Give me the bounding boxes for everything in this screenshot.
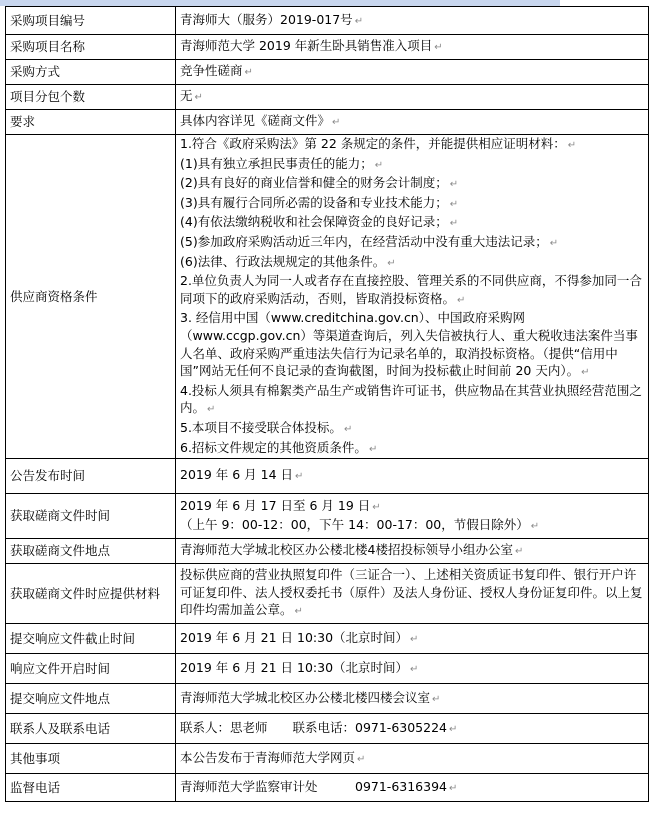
- row-label: 采购项目名称: [6, 35, 176, 60]
- table-row: [6, 564, 649, 624]
- paragraph-mark-icon: ↵: [549, 237, 559, 249]
- value-line: 青海师大（服务）2019-017号: [180, 11, 353, 27]
- value-line: 青海师范大学城北校区办公楼北楼4楼招投标领导小组办公室: [180, 542, 513, 558]
- table-body: [6, 7, 649, 802]
- value-line: 青海师范大学监察审计处 0971-6316394: [180, 778, 447, 794]
- table-row: [6, 539, 649, 564]
- value-line: (6)法律、行政法规规定的其他条件。: [180, 253, 386, 269]
- value-line: 3. 经信用中国（www.creditchina.gov.cn）、中国政府采购网（www.ccgp.gov.cn）等渠道查询后，列入失信被执行人、重大税收违法案件当事人名单、政府采购严重违法失信行为记录名单的，取消投标资格。（提供“信用中国”网站无任何不良记录的查询截图，时间为投标截止时间前 20 天内）。: [180, 310, 638, 379]
- value-line: (2)具有良好的商业信誉和健全的财务会计制度；: [180, 175, 448, 191]
- table-row: [6, 85, 649, 110]
- paragraph-mark-icon: ↵: [530, 521, 540, 533]
- row-value: [176, 85, 649, 110]
- row-label: 获取磋商文件时应提供材料: [6, 564, 176, 624]
- paragraph-mark-icon: ↵: [357, 753, 366, 765]
- row-label: 采购项目编号: [6, 7, 176, 35]
- table-row: [6, 60, 649, 85]
- row-value: [176, 494, 649, 539]
- value-line: 本公告发布于青海师范大学网页: [180, 749, 356, 765]
- value-line: 2.单位负责人为同一人或者存在直接控股、管理关系的不同供应商，不得参加同一合同项下的政府采购活动，否则，皆取消投标资格。: [180, 273, 642, 306]
- row-label: 供应商资格条件: [6, 135, 176, 459]
- paragraph-mark-icon: ↵: [368, 443, 378, 455]
- paragraph-mark-icon: ↵: [332, 117, 341, 129]
- paragraph-mark-icon: ↵: [295, 471, 304, 483]
- value-line: 2019 年 6 月 14 日: [180, 467, 294, 483]
- table-row: [6, 624, 649, 654]
- row-value: [176, 684, 649, 714]
- value-line: 2019 年 6 月 21 日 10:30（北京时间）: [180, 659, 409, 675]
- row-label: 采购方式: [6, 60, 176, 85]
- paragraph-mark-icon: ↵: [294, 606, 303, 618]
- paragraph-mark-icon: ↵: [449, 723, 458, 735]
- row-label: 获取磋商文件时间: [6, 494, 176, 539]
- paragraph-mark-icon: ↵: [449, 782, 458, 794]
- row-value: [176, 110, 649, 135]
- row-value: [176, 654, 649, 684]
- paragraph-mark-icon: ↵: [343, 423, 353, 435]
- value-line: 青海师范大学 2019 年新生卧具销售准入项目: [180, 38, 433, 54]
- value-line: 无: [180, 88, 193, 104]
- value-line: (5)参加政府采购活动近三年内，在经营活动中没有重大违法记录；: [180, 233, 548, 249]
- table-row: [6, 714, 649, 744]
- row-label: 联系人及联系电话: [6, 714, 176, 744]
- value-line: 2019 年 6 月 21 日 10:30（北京时间）: [180, 629, 409, 645]
- paragraph-mark-icon: ↵: [514, 546, 524, 558]
- paragraph-mark-icon: ↵: [244, 67, 253, 79]
- paragraph-mark-icon: ↵: [410, 663, 419, 675]
- table-row: [6, 654, 649, 684]
- paragraph-mark-icon: ↵: [372, 501, 381, 513]
- row-label: 监督电话: [6, 774, 176, 802]
- row-label: 其他事项: [6, 744, 176, 774]
- value-line: 4.投标人须具有棉絮类产品生产或销售许可证书，供应物品在其营业执照经营范围之内。: [180, 382, 642, 416]
- value-line: (4)有依法缴纳税收和社会保障资金的良好记录；: [180, 214, 448, 230]
- paragraph-mark-icon: ↵: [387, 257, 396, 269]
- row-label: 提交响应文件地点: [6, 684, 176, 714]
- table-row: [6, 774, 649, 802]
- table-row: [6, 459, 649, 494]
- table-row: [6, 35, 649, 60]
- paragraph-mark-icon: ↵: [457, 294, 466, 306]
- value-line: 6.招标文件规定的其他资质条件。: [180, 439, 367, 455]
- value-line: (1)具有独立承担民事责任的能力；: [180, 155, 373, 171]
- value-line: 2019 年 6 月 17 日至 6 月 19 日: [180, 497, 371, 513]
- paragraph-mark-icon: ↵: [374, 159, 384, 171]
- row-label: 获取磋商文件地点: [6, 539, 176, 564]
- value-line: 投标供应商的营业执照复印件（三证合一）、上述相关资质证书复印件、银行开户许可证复印件、法人授权委托书（原件）及法人身份证、授权人身份证复印件。以上复印件均需加盖公章。: [180, 567, 643, 618]
- row-value: [176, 60, 649, 85]
- paragraph-mark-icon: ↵: [354, 15, 364, 27]
- table-row: [6, 684, 649, 714]
- row-value: [176, 624, 649, 654]
- paragraph-mark-icon: ↵: [567, 140, 577, 151]
- row-value: [176, 35, 649, 60]
- row-label: 公告发布时间: [6, 459, 176, 494]
- row-label: 提交响应文件截止时间: [6, 624, 176, 654]
- row-value: [176, 714, 649, 744]
- table-row: [6, 110, 649, 135]
- value-line: （上午 9：00-12：00，下午 14：00-17：00，节假日除外）: [180, 517, 529, 533]
- value-line: 竞争性磋商: [180, 63, 243, 79]
- row-value: [176, 459, 649, 494]
- row-value: [176, 539, 649, 564]
- paragraph-mark-icon: ↵: [432, 693, 441, 705]
- row-value: [176, 774, 649, 802]
- row-label: 项目分包个数: [6, 85, 176, 110]
- table-row: [6, 744, 649, 774]
- value-line: 1.符合《政府采购法》第 22 条规定的条件，并能提供相应证明材料：: [180, 136, 566, 151]
- paragraph-mark-icon: ↵: [410, 633, 419, 645]
- table-row: [6, 135, 649, 459]
- paragraph-mark-icon: ↵: [434, 42, 443, 54]
- procurement-announcement-table: [5, 6, 649, 802]
- paragraph-mark-icon: ↵: [194, 92, 203, 104]
- row-value: [176, 564, 649, 624]
- paragraph-mark-icon: ↵: [207, 404, 216, 416]
- row-label: 响应文件开启时间: [6, 654, 176, 684]
- row-value: [176, 135, 649, 459]
- paragraph-mark-icon: ↵: [449, 218, 459, 230]
- value-line: 青海师范大学城北校区办公楼北楼四楼会议室: [180, 689, 431, 705]
- value-line: 具体内容详见《磋商文件》: [180, 113, 331, 129]
- value-line: 5.本项目不接受联合体投标。: [180, 419, 342, 435]
- row-value: [176, 7, 649, 35]
- row-label: 要求: [6, 110, 176, 135]
- row-value: [176, 744, 649, 774]
- value-line: 联系人：思老师 联系电话：0971-6305224: [180, 719, 447, 735]
- value-line: (3)具有履行合同所必需的设备和专业技术能力；: [180, 194, 448, 210]
- paragraph-mark-icon: ↵: [449, 198, 459, 210]
- paragraph-mark-icon: ↵: [581, 367, 590, 379]
- paragraph-mark-icon: ↵: [449, 179, 459, 191]
- table-row: [6, 7, 649, 35]
- table-row: [6, 494, 649, 539]
